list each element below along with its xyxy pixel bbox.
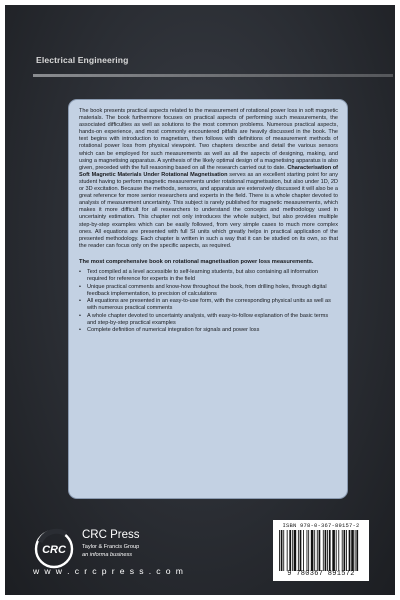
barcode-bar <box>303 530 304 571</box>
barcode-bar <box>346 530 347 571</box>
barcode-bar <box>351 530 354 571</box>
barcode-bar <box>300 530 302 571</box>
barcode-bar <box>356 530 358 571</box>
book-title-inline: Characterisation of Soft Magnetic Materials Under Rotational Magnetisation <box>79 164 338 178</box>
crc-logo-letters: CRC <box>42 544 66 556</box>
barcode-bar <box>281 530 283 571</box>
barcode-bar <box>307 530 308 571</box>
barcode-bar <box>317 530 318 571</box>
description-panel <box>68 99 348 499</box>
barcode-bar <box>314 530 315 571</box>
description-text <box>79 108 338 250</box>
barcode-bar <box>342 530 343 571</box>
barcode-bar <box>336 530 337 571</box>
feature-item: • Unique practical comments and know-how throughout the book, from drilling holes, through digital feedback implementation, to precision of calculations <box>79 284 338 298</box>
feature-item: • All equations are presented in an easy-to-use form, with the corresponding physical units as well as with numerous practical comments <box>79 298 338 312</box>
barcode-block <box>273 520 369 581</box>
barcode-bar <box>319 530 321 571</box>
feature-item: • Complete definition of numerical integration for signals and power loss <box>79 327 338 334</box>
description-part-2: serves as an excellent starting point for any student having to perform magnetic measurements under rotational magnetisation, but also under 1D, 2D or 3D excitation. Because the methods, sensors, and apparatus are extensively discussed it will also be a great reference for more senior researchers and experts in the field. There is a whole chapter devoted to analysis of measurement uncertainty. This subject is rarely published for magnetic measurements, which makes it more difficult for all researchers to understand the concepts and methodology used in uncertainty estimation. This chapter not only introduces the whole subject, but also provides multiple step-by-step examples which can be easily followed, from very simple cases to much more complex ones. All equations are presented with full SI units which greatly helps in practical application of the presented methodology. Each chapter is written in such a way that it can be studied on its own, so that the reader can focus only on the specific aspects, as required. <box>79 171 338 249</box>
publisher-name: CRC Press <box>82 529 140 541</box>
barcode-bar <box>289 530 291 571</box>
headline: The most comprehensive book on rotational magnetisation power loss measurements. <box>79 258 314 265</box>
ean-number: 9 780367 891572 <box>287 570 355 578</box>
barcode-bar <box>355 530 356 571</box>
barcode-bar <box>298 530 299 571</box>
barcode-bar <box>311 530 314 571</box>
barcode-bar <box>308 530 309 571</box>
barcode-bar <box>325 530 327 571</box>
publisher-tagline: an informa business <box>82 552 133 558</box>
isbn-label: ISBN 978-0-367-89157-2 <box>282 522 360 529</box>
barcode-bar <box>323 530 324 571</box>
barcode-bar <box>344 530 346 571</box>
barcode-bar <box>283 530 284 571</box>
publisher-group: Taylor & Francis Group <box>82 544 140 550</box>
description-part-1: The book presents practical aspects related to the measurement of rotational power loss in soft magnetic materials. The book furthermore focuses on practical aspects of performing such measurements, the associated difficulties as well as solutions to the most common problems. Numerous practical aspects, hands-on experience, and most commonly encountered pitfalls are heavily discussed in the book. The text begins with introduction to magnetism, then follows with definitions of measurement methods of rotational power loss from physical viewpoint. Two chapters describe and detail the various sensors which can be employed for such measurements as well as all the aspects of designing, making, and using a magnetising apparatus. A synthesis of the likely optimal design of a magnetising apparatus is also given, preceded with the full reasoning based on all the research carried out to date. <box>79 108 338 171</box>
category-label: Electrical Engineering <box>36 55 129 65</box>
barcode-bar <box>294 530 297 571</box>
feature-list <box>79 269 338 334</box>
barcode-bar <box>338 530 339 571</box>
barcode-bar <box>327 530 328 571</box>
barcode-icon <box>278 530 364 571</box>
barcode-bar <box>332 530 335 571</box>
feature-item: • Text compiled at a level accessible to self-learning students, but also containing all information required for reference for experts in the field <box>79 269 338 283</box>
barcode-bar <box>329 530 331 571</box>
barcode-bar <box>287 530 288 571</box>
publisher-url: w w w . c r c p r e s s . c o m <box>33 566 185 576</box>
barcode-bar <box>349 530 351 571</box>
header-rule <box>33 74 393 77</box>
feature-item: • A whole chapter devoted to uncertainty analysis, with easy-to-follow explanation of the basic terms and step-by-step practical examples <box>79 313 338 327</box>
barcode-bar <box>279 530 280 571</box>
barcode-bar <box>292 530 293 571</box>
back-cover <box>5 5 395 595</box>
